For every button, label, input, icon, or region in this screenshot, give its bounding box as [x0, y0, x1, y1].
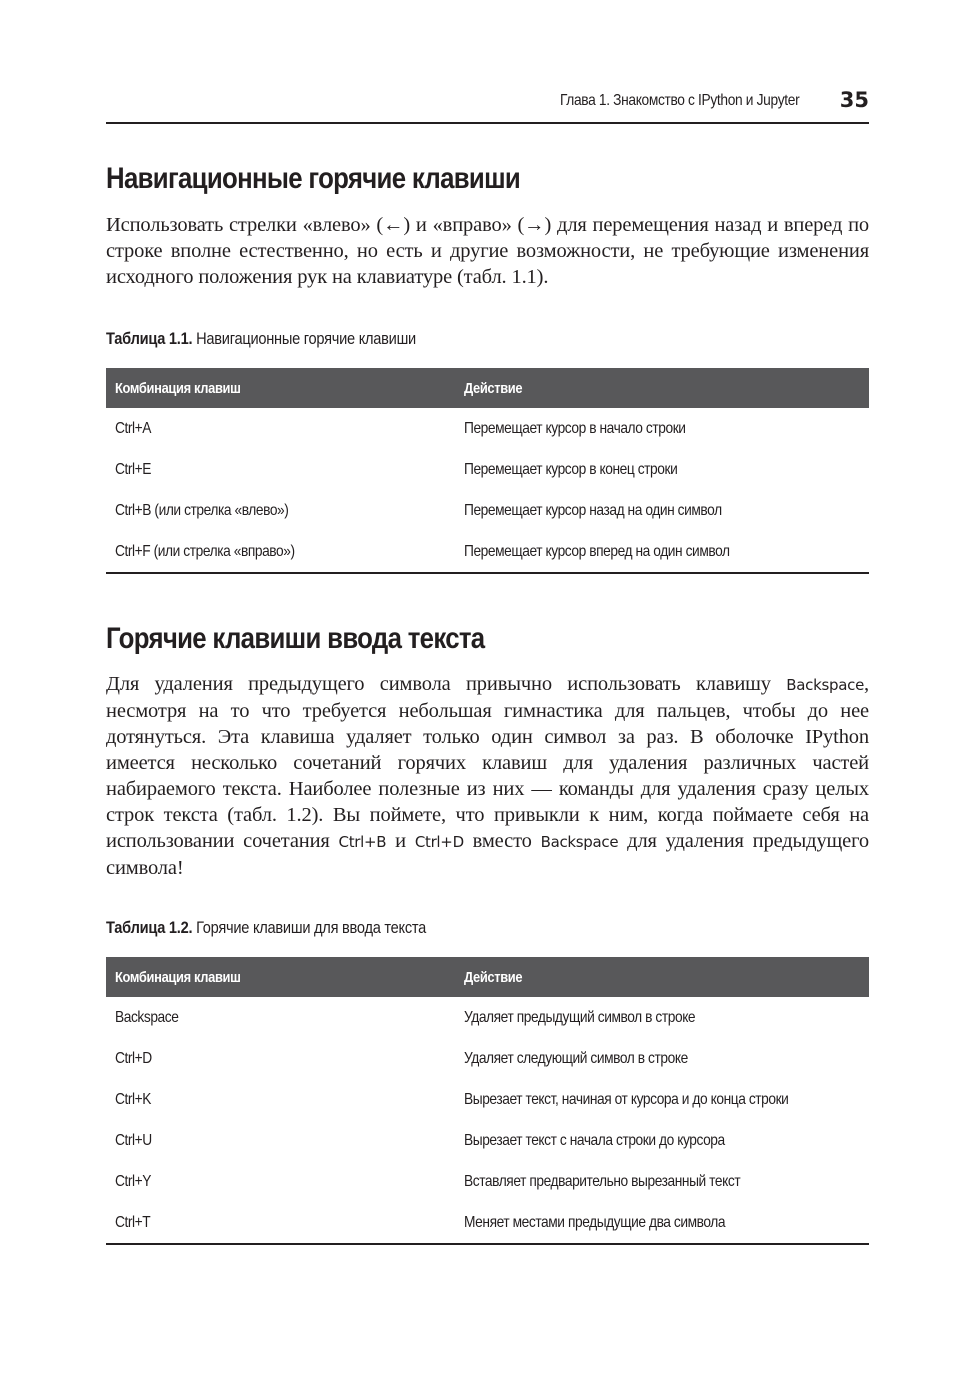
cell-action: Перемещает курсор в конец строки: [464, 460, 678, 478]
cell-keys: Ctrl+U: [115, 1131, 152, 1149]
cell-keys: Ctrl+Y: [115, 1172, 152, 1190]
cell-action: Вырезает текст с начала строки до курсора: [464, 1131, 725, 1149]
table-header-row: [106, 957, 869, 997]
table-caption-1-2: [106, 918, 426, 938]
cell-keys: Ctrl+A: [115, 419, 152, 437]
table-navigation-hotkeys: [106, 368, 869, 574]
cell-action: Перемещает курсор в начало строки: [464, 419, 686, 437]
cell-keys: Backspace: [115, 1008, 179, 1026]
table-caption-title: Горячие клавиши для ввода текста: [196, 918, 427, 937]
table-row: [106, 1161, 869, 1202]
section-paragraph-text-input: Для удаления предыдущего символа привычно использовать клавишу Backspace, несмотря на то что требуется небольшая гимнастика для пальцев, чтобы до нее дотянуться. Эта клавиша удаляет только один символ за раз. В оболочке IPython имеется несколько сочетаний горячих клавиш для удаления различных частей набираемого текста. Наиболее полезные из них — команды для удаления сразу целых строк текста (табл. 1.2). Вы поймете, что привыкли к ним, когда поймаете себя на использовании сочетания Ctrl+B и Ctrl+D вместо Backspace для удаления предыдущего символа!: [106, 673, 869, 879]
column-header-keys: Комбинация клавиш: [106, 957, 455, 997]
table-row: [106, 408, 869, 449]
table-caption-label: Таблица 1.1.: [106, 329, 193, 348]
cell-action: Меняет местами предыдущие два символа: [455, 1202, 869, 1244]
table-caption-1-1: [106, 329, 416, 349]
running-head: [106, 88, 869, 124]
table-caption-title: Навигационные горячие клавиши: [196, 329, 416, 348]
table-row: [106, 1079, 869, 1120]
cell-action: Удаляет предыдущий символ в строке: [464, 1008, 696, 1026]
cell-action: Удаляет следующий символ в строке: [464, 1049, 688, 1067]
cell-keys: Ctrl+D: [115, 1049, 152, 1067]
cell-keys: Ctrl+T: [106, 1202, 455, 1244]
table-row: [106, 449, 869, 490]
kbd-backspace: Backspace: [540, 833, 619, 851]
column-header-action: Действие: [455, 368, 869, 408]
cell-keys: Ctrl+F (или стрелка «вправо»): [106, 531, 455, 573]
section-paragraph-navigation: Использовать стрелки «влево» (←) и «вправо» (→) для перемещения назад и вперед по строке вполне естественно, но есть и другие возможности, не требующие изменения исходного положения рук на клавиатуре (табл. 1.1).: [106, 214, 869, 288]
table-row: [106, 490, 869, 531]
cell-keys: Ctrl+E: [115, 460, 152, 478]
table-row: [106, 997, 869, 1038]
chapter-title: Глава 1. Знакомство с IPython и Jupyter: [559, 92, 799, 109]
cell-action: Вставляет предварительно вырезанный текст: [464, 1172, 741, 1190]
kbd-backspace: Backspace: [786, 676, 865, 694]
cell-keys: Ctrl+K: [115, 1090, 152, 1108]
page-number: 35: [839, 88, 869, 112]
kbd-ctrl-b: Ctrl+B: [338, 833, 387, 851]
column-header-keys: Комбинация клавиш: [106, 368, 455, 408]
table-row: [106, 1202, 869, 1244]
table-row: [106, 1120, 869, 1161]
table-row: [106, 1038, 869, 1079]
cell-keys: Ctrl+B (или стрелка «влево»): [115, 501, 289, 519]
section-heading-navigation: Навигационные горячие клавиши: [106, 162, 521, 195]
table-row: [106, 531, 869, 573]
kbd-ctrl-d: Ctrl+D: [414, 833, 464, 851]
table-text-input-hotkeys: [106, 957, 869, 1245]
cell-action: Вырезает текст, начиная от курсора и до конца строки: [464, 1090, 789, 1108]
cell-action: Перемещает курсор вперед на один символ: [455, 531, 869, 573]
section-heading-text-input: Горячие клавиши ввода текста: [106, 622, 485, 655]
table-header-row: [106, 368, 869, 408]
table-caption-label: Таблица 1.2.: [106, 918, 193, 937]
column-header-action: Действие: [455, 957, 869, 997]
cell-action: Перемещает курсор назад на один символ: [464, 501, 722, 519]
